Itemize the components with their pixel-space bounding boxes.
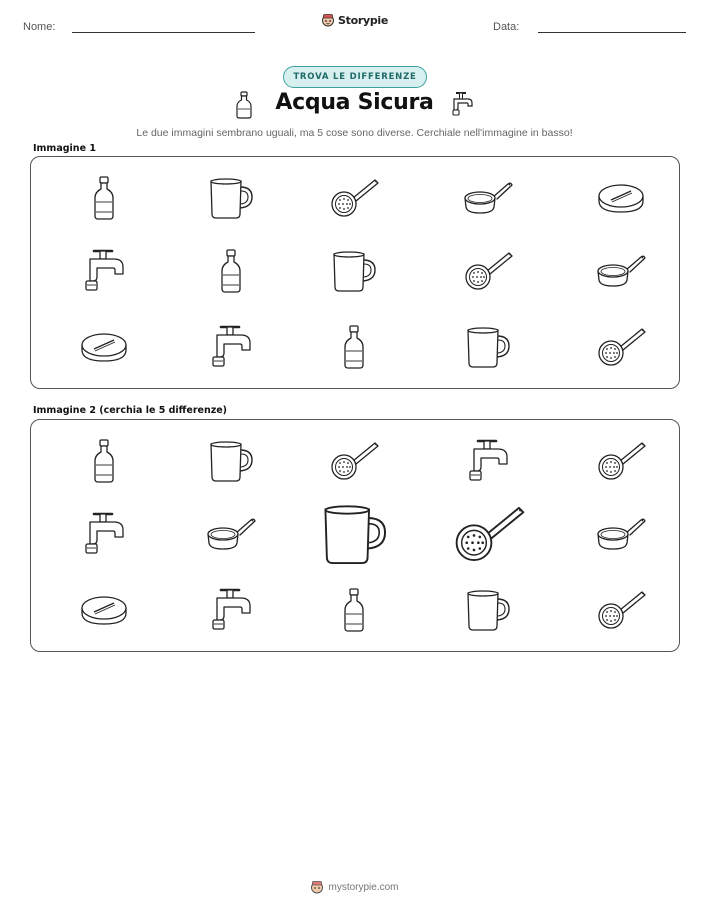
pan-icon[interactable]: [591, 503, 651, 565]
picture-1-panel: [30, 156, 680, 389]
tablet-icon: [591, 167, 651, 229]
faucet-icon[interactable]: [74, 503, 134, 565]
strainer-icon[interactable]: [446, 496, 530, 572]
mug-icon: [324, 240, 384, 302]
picture-2-label: Immagine 2 (cerchia le 5 differenze): [33, 405, 228, 416]
faucet-icon: [201, 316, 261, 378]
tablet-icon: [74, 316, 134, 378]
pan-icon[interactable]: [201, 503, 261, 565]
bottle-icon: [74, 167, 134, 229]
faucet-icon[interactable]: [458, 430, 518, 492]
mug-icon[interactable]: [201, 430, 261, 492]
mug-icon[interactable]: [458, 579, 518, 641]
mug-icon[interactable]: [312, 496, 396, 572]
picture-2-panel[interactable]: [30, 419, 680, 652]
faucet-icon[interactable]: [201, 579, 261, 641]
page-title: Acqua Sicura: [275, 90, 434, 115]
name-label: Nome:: [23, 21, 56, 33]
mug-icon: [458, 316, 518, 378]
date-field[interactable]: [538, 32, 686, 33]
pan-icon: [458, 167, 518, 229]
storypie-mascot-icon: [321, 13, 335, 27]
strainer-icon[interactable]: [591, 430, 651, 492]
faucet-icon: [446, 90, 476, 122]
footer-url: mystorypie.com: [328, 881, 399, 893]
strainer-icon: [324, 167, 384, 229]
storypie-mascot-icon: [310, 880, 324, 894]
bottle-icon: [324, 316, 384, 378]
strainer-icon[interactable]: [591, 579, 651, 641]
tablet-icon[interactable]: [74, 579, 134, 641]
faucet-icon: [74, 240, 134, 302]
instructions: Le due immagini sembrano uguali, ma 5 cose sono diverse. Cerchiale nell'immagine in basso!: [136, 127, 573, 139]
footer: [0, 880, 709, 894]
bottle-icon[interactable]: [74, 430, 134, 492]
brand-logo: [321, 13, 388, 27]
pan-icon: [591, 240, 651, 302]
date-label: Data:: [493, 21, 520, 33]
picture-1-label: Immagine 1: [33, 143, 96, 154]
mug-icon: [201, 167, 261, 229]
strainer-icon[interactable]: [324, 430, 384, 492]
strainer-icon: [458, 240, 518, 302]
activity-badge: TROVA LE DIFFERENZE: [283, 66, 427, 88]
strainer-icon: [591, 316, 651, 378]
name-field[interactable]: [72, 32, 255, 33]
brand-name: Storypie: [338, 13, 389, 27]
bottle-icon[interactable]: [324, 579, 384, 641]
bottle-icon: [201, 240, 261, 302]
